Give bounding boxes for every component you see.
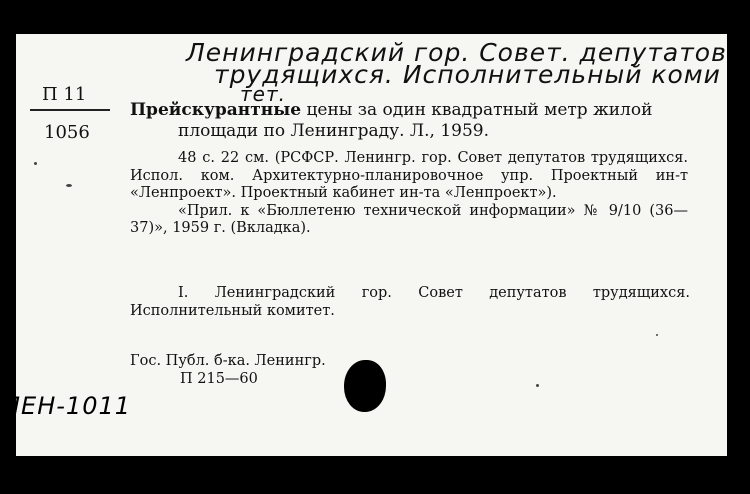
description-block: [130, 150, 688, 238]
speck: [34, 162, 37, 165]
shelf-mark-bottom: 1056: [44, 122, 90, 143]
library-number: П 215—60: [180, 371, 258, 387]
title-line-1: [130, 100, 700, 121]
title-line-2: площади по Ленинграду. Л., 1959.: [178, 121, 489, 141]
speck: [536, 384, 539, 387]
title-bold-word: Прейскурантные: [130, 100, 302, 120]
ink-blot: [344, 360, 386, 412]
tracing-text: I. Ленинградский гор. Совет депутатов трудящихся. Исполнительный комитет.: [130, 285, 690, 319]
shelf-mark-divider: [30, 109, 110, 111]
handwritten-heading-line-3: тет.: [240, 82, 286, 106]
tracing-block: [130, 284, 690, 320]
description-paragraph-1: 48 с. 22 см. (РСФСР. Ленингр. гор. Совет депутатов трудящихся. Испол. ком. Архитектурно-планировочное упр. Проектный ин-т «Ленпроект». Проектный кабинет ин-та «Ленпроект»).: [130, 150, 688, 201]
handwritten-number: ЛЕН-1011: [2, 392, 131, 420]
library-name: Гос. Публ. б-ка. Ленингр.: [130, 353, 326, 369]
description-paragraph-2: «Прил. к «Бюллетеню технической информации» № 9/10 (36—37)», 1959 г. (Вкладка).: [130, 202, 688, 236]
library-stamp: [130, 352, 326, 388]
shelf-mark-top: П 11: [42, 84, 87, 105]
handwritten-heading-line-2: трудящихся. Исполнительный коми: [214, 60, 721, 89]
card-title: [130, 100, 700, 142]
speck: [66, 184, 72, 187]
handwritten-heading-line-1: Ленинградский гор. Совет. депутатов: [186, 38, 727, 67]
speck: [656, 334, 658, 336]
title-line-1-rest: цены за один квадратный метр жилой: [301, 100, 653, 120]
